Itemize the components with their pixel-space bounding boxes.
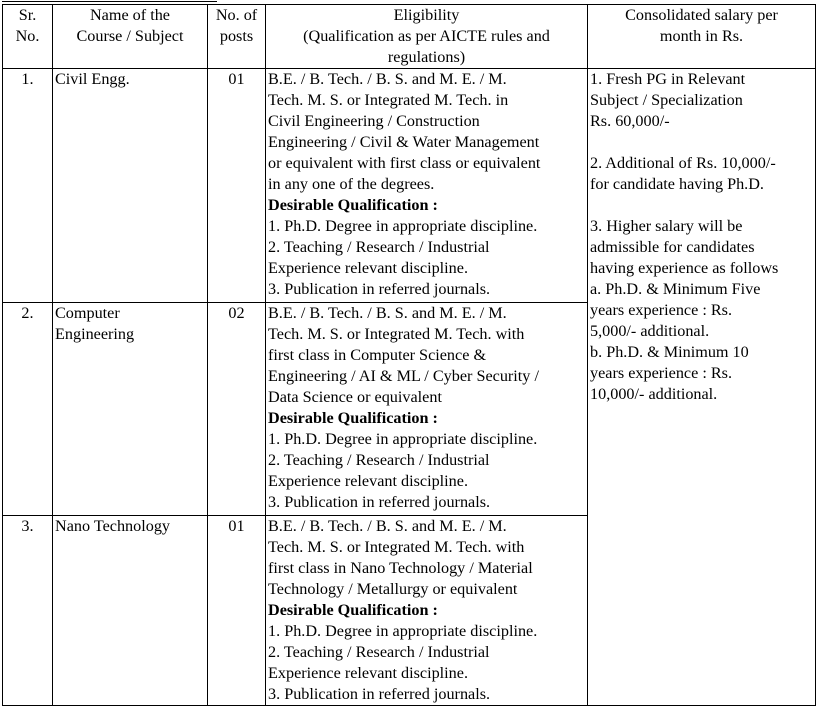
eligibility-cell	[266, 303, 588, 516]
salary-line: 3. Higher salary will be	[590, 217, 743, 235]
eligibility-line: or equivalent with first class or equivalent	[268, 154, 541, 172]
eligibility-line: first class in Nano Technology / Material	[268, 559, 533, 577]
eligibility-line: in any one of the degrees.	[268, 175, 435, 193]
desirable-line: 1. Ph.D. Degree in appropriate discipline.	[268, 622, 538, 640]
desirable-line: 2. Teaching / Research / Industrial	[268, 451, 490, 469]
course-name: Nano Technology	[55, 517, 171, 535]
header-text: Sr.	[18, 6, 37, 24]
sr-no: 1.	[21, 70, 34, 88]
top-rule	[2, 1, 217, 2]
salary-line: 2. Additional of Rs. 10,000/-	[590, 154, 776, 172]
header-row	[3, 5, 816, 69]
salary-line: 10,000/- additional.	[590, 385, 718, 403]
header-eligibility	[266, 5, 588, 69]
eligibility-line: Technology / Metallurgy or equivalent	[268, 580, 518, 598]
eligibility-line: B.E. / B. Tech. / B. S. and M. E. / M.	[268, 70, 507, 88]
table-row	[3, 69, 816, 303]
course-cell	[53, 516, 208, 706]
eligibility-line: first class in Computer Science &	[268, 346, 487, 364]
desirable-heading: Desirable Qualification :	[268, 601, 438, 619]
salary-line: having experience as follows	[590, 259, 779, 277]
eligibility-line: Data Science or equivalent	[268, 388, 442, 406]
desirable-line: Experience relevant discipline.	[268, 664, 469, 682]
eligibility-line: B.E. / B. Tech. / B. S. and M. E. / M.	[268, 517, 507, 535]
header-text: posts	[219, 27, 254, 45]
salary-line: Subject / Specialization	[590, 91, 743, 109]
salary-line: years experience : Rs.	[590, 301, 733, 319]
desirable-line: Experience relevant discipline.	[268, 259, 469, 277]
course-cell	[53, 303, 208, 516]
header-course	[53, 5, 208, 69]
posts-count: 01	[228, 70, 245, 88]
course-name: Civil Engg.	[55, 70, 130, 88]
desirable-line: 2. Teaching / Research / Industrial	[268, 643, 490, 661]
desirable-line: 3. Publication in referred journals.	[268, 493, 491, 511]
posts-table	[2, 4, 816, 706]
salary-line: b. Ph.D. & Minimum 10	[590, 343, 749, 361]
desirable-line: 3. Publication in referred journals.	[268, 280, 491, 298]
course-name: Computer	[55, 304, 120, 322]
sr-no: 2.	[21, 304, 34, 322]
eligibility-line: Engineering / Civil & Water Management	[268, 133, 540, 151]
eligibility-line: Tech. M. S. or Integrated M. Tech. in	[268, 91, 509, 109]
header-text: No.	[15, 27, 40, 45]
sr-no-cell	[3, 303, 53, 516]
salary-line: years experience : Rs.	[590, 364, 733, 382]
salary-cell	[588, 69, 816, 706]
posts-count: 01	[228, 517, 245, 535]
course-name: Engineering	[55, 325, 135, 343]
desirable-line: 2. Teaching / Research / Industrial	[268, 238, 490, 256]
posts-cell	[208, 69, 266, 303]
header-text: month in Rs.	[659, 27, 744, 45]
header-text: Name of the	[89, 6, 170, 24]
eligibility-line: Engineering / AI & ML / Cyber Security /	[268, 367, 539, 385]
desirable-line: 1. Ph.D. Degree in appropriate discipline.	[268, 217, 538, 235]
eligibility-cell	[266, 516, 588, 706]
salary-line: 1. Fresh PG in Relevant	[590, 70, 746, 88]
eligibility-line: Civil Engineering / Construction	[268, 112, 480, 130]
sr-no-cell	[3, 69, 53, 303]
salary-line: admissible for candidates	[590, 238, 755, 256]
header-text: (Qualification as per AICTE rules and	[303, 27, 550, 45]
header-text: Course / Subject	[76, 27, 184, 45]
eligibility-line: Tech. M. S. or Integrated M. Tech. with	[268, 325, 525, 343]
eligibility-line: Tech. M. S. or Integrated M. Tech. with	[268, 538, 525, 556]
header-text: regulations)	[387, 48, 466, 66]
posts-cell	[208, 303, 266, 516]
posts-cell	[208, 516, 266, 706]
desirable-line: 3. Publication in referred journals.	[268, 685, 491, 703]
eligibility-cell	[266, 69, 588, 303]
header-sr-no	[3, 5, 53, 69]
header-text: Eligibility	[393, 6, 460, 24]
spacer	[590, 132, 813, 153]
sr-no-cell	[3, 516, 53, 706]
posts-count: 02	[228, 304, 245, 322]
desirable-heading: Desirable Qualification :	[268, 196, 438, 214]
salary-line: a. Ph.D. & Minimum Five	[590, 280, 761, 298]
desirable-line: 1. Ph.D. Degree in appropriate discipline.	[268, 430, 538, 448]
salary-line: 5,000/- additional.	[590, 322, 710, 340]
course-cell	[53, 69, 208, 303]
desirable-heading: Desirable Qualification :	[268, 409, 438, 427]
sr-no: 3.	[21, 517, 34, 535]
salary-line: for candidate having Ph.D.	[590, 175, 764, 193]
header-text: Consolidated salary per	[625, 6, 778, 24]
header-posts	[208, 5, 266, 69]
header-salary	[588, 5, 816, 69]
desirable-line: Experience relevant discipline.	[268, 472, 469, 490]
eligibility-line: B.E. / B. Tech. / B. S. and M. E. / M.	[268, 304, 507, 322]
spacer	[590, 195, 813, 216]
header-text: No. of	[215, 6, 258, 24]
salary-line: Rs. 60,000/-	[590, 112, 670, 130]
